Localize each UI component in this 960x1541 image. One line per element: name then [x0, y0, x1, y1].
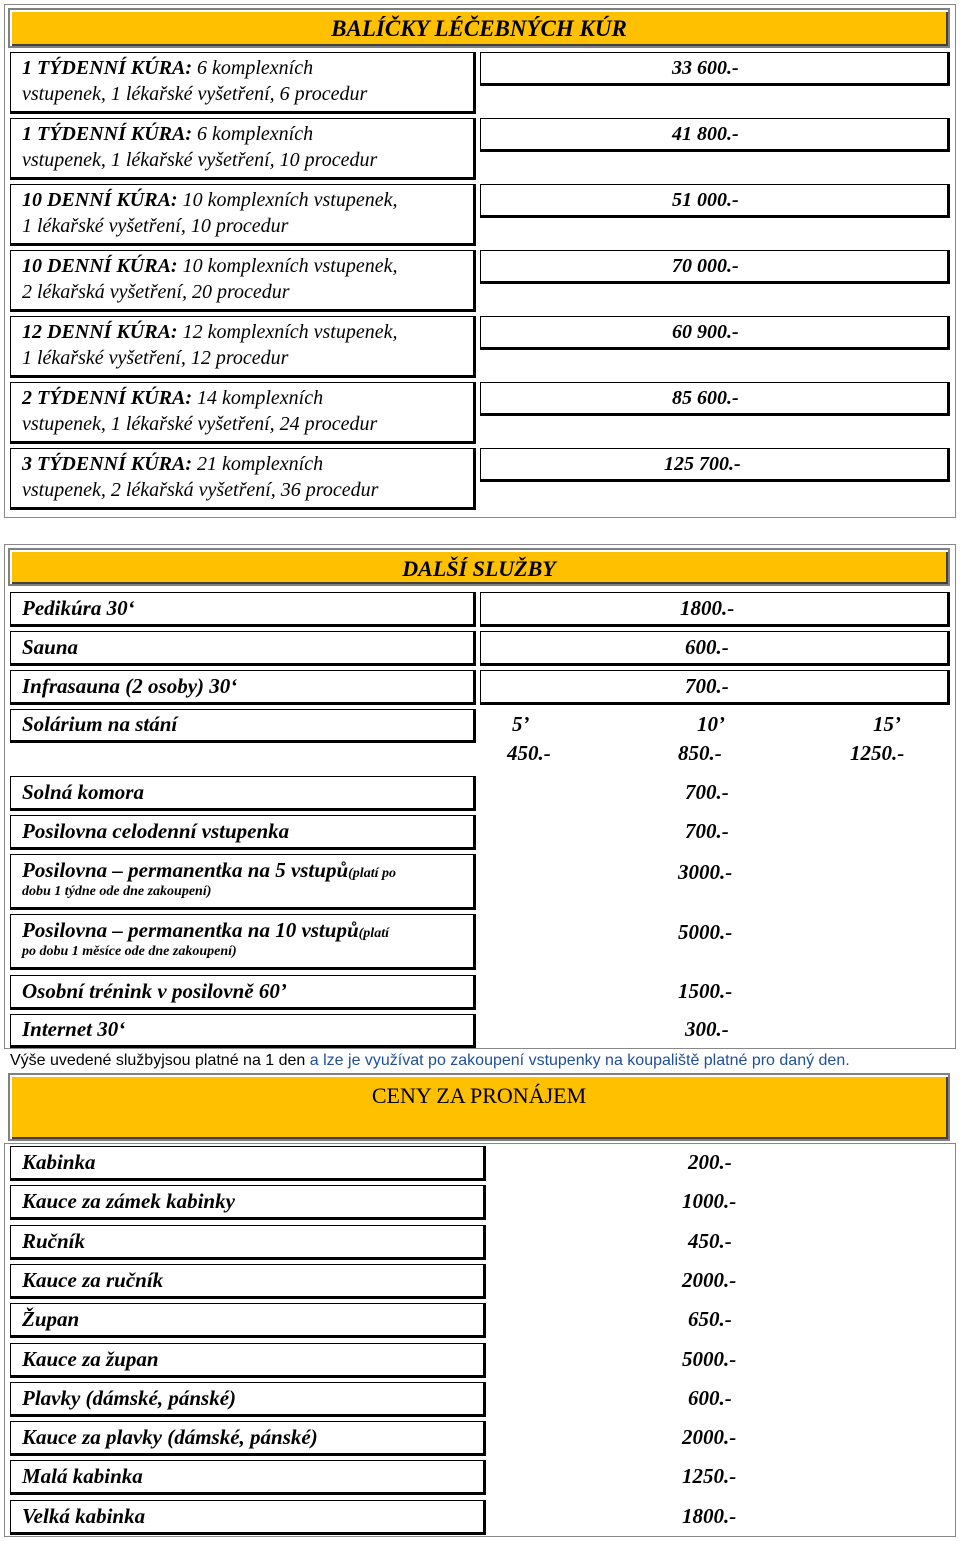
package-label — [22, 385, 377, 437]
solarium-price-15: 1250.- — [850, 741, 905, 765]
services-note-black: Výše uvedené službyjsou platné na 1 den — [10, 1052, 310, 1069]
package-label — [22, 121, 377, 173]
package-head: 12 DENNÍ KÚRA: — [22, 321, 178, 343]
service-price: 700.- — [685, 780, 729, 804]
service-label: Internet 30‘ — [22, 1017, 126, 1041]
package-rest: 10 komplexních vstupenek, — [177, 255, 398, 277]
package-label — [22, 451, 378, 503]
service-price: 3000.- — [678, 860, 733, 884]
package-head: 10 DENNÍ KÚRA: — [22, 189, 178, 211]
rental-price: 2000.- — [682, 1267, 737, 1292]
rental-label: Kabinka — [22, 1150, 96, 1174]
rental-label: Plavky (dámské, pánské) — [22, 1385, 237, 1410]
service-price: 1800.- — [680, 596, 735, 620]
rental-price: 1250.- — [682, 1464, 737, 1489]
package-line2: vstupenek, 2 lékařská vyšetření, 36 procedur — [22, 479, 379, 501]
package-line2: vstupenek, 1 lékařské vyšetření, 10 procedur — [22, 149, 378, 171]
package-line2: vstupenek, 1 lékařské vyšetření, 6 procedur — [22, 83, 368, 105]
package-price: 60 900.- — [672, 321, 739, 343]
service-note: (platí — [358, 926, 389, 941]
solarium-price-10: 850.- — [678, 741, 722, 765]
package-price: 70 000.- — [672, 255, 739, 277]
package-rest: 6 komplexních — [192, 123, 314, 145]
solarium-time-15: 15’ — [873, 712, 901, 736]
package-line2: 2 lékařská vyšetření, 20 procedur — [22, 281, 290, 303]
service-label — [22, 858, 396, 883]
package-head: 10 DENNÍ KÚRA: — [22, 255, 178, 277]
service-label: Solná komora — [22, 780, 144, 804]
solarium-price-5: 450.- — [507, 741, 551, 765]
package-rest: 14 komplexních — [192, 387, 324, 409]
rental-price: 600.- — [688, 1385, 732, 1410]
service-price: 1500.- — [678, 979, 733, 1003]
service-note: dobu 1 týdne ode dne zakoupení) — [22, 884, 212, 899]
packages-header — [8, 8, 950, 48]
services-header — [8, 548, 950, 586]
rental-title: CENY ZA PRONÁJEM — [371, 1083, 587, 1108]
rental-label-cell — [10, 1303, 486, 1338]
rental-label: Kauce za zámek kabinky — [22, 1189, 235, 1214]
package-price: 41 800.- — [672, 123, 739, 145]
solarium-time-10: 10’ — [697, 712, 725, 736]
package-line2: vstupenek, 1 lékařské vyšetření, 24 procedur — [22, 413, 378, 435]
rental-price: 2000.- — [682, 1425, 737, 1450]
service-label: Posilovna celodenní vstupenka — [22, 819, 290, 843]
package-price: 33 600.- — [672, 57, 739, 79]
package-rest: 10 komplexních vstupenek, — [177, 189, 398, 211]
package-price: 51 000.- — [672, 189, 739, 211]
rental-label: Malá kabinka — [22, 1464, 143, 1489]
service-label: Osobní trénink v posilovně 60’ — [22, 979, 287, 1003]
rental-price: 200.- — [688, 1150, 732, 1174]
service-label-text: Posilovna – permanentka na 5 vstupů — [22, 858, 349, 882]
service-label: Solárium na stání — [22, 712, 178, 736]
service-price: 600.- — [685, 635, 729, 659]
service-note: po dobu 1 měsíce ode dne zakoupení) — [22, 944, 237, 959]
rental-price: 1800.- — [682, 1503, 737, 1528]
package-label — [22, 319, 398, 371]
packages-title: BALÍČKY LÉČEBNÝCH KÚR — [331, 16, 627, 41]
rental-label: Župan — [22, 1307, 80, 1332]
service-label: Sauna — [22, 635, 79, 659]
rental-label: Kauce za ručník — [22, 1267, 164, 1292]
package-rest: 6 komplexních — [192, 57, 314, 79]
package-rest: 21 komplexních — [192, 453, 324, 475]
rental-label: Kauce za župan — [22, 1346, 159, 1371]
service-row-sauna — [10, 631, 476, 666]
services-note-blue: a lze je využívat po zakoupení vstupenky na koupaliště platné pro daný den. — [309, 1052, 850, 1069]
package-line2: 1 lékařské vyšetření, 10 procedur — [22, 215, 289, 237]
rental-header — [8, 1073, 950, 1141]
rental-price: 5000.- — [682, 1346, 737, 1371]
services-title: DALŠÍ SLUŽBY — [402, 556, 556, 581]
service-note: (platí po — [348, 866, 396, 881]
package-label — [22, 55, 367, 107]
service-price: 700.- — [685, 819, 729, 843]
package-line2: 1 lékařské vyšetření, 12 procedur — [22, 347, 289, 369]
package-head: 1 TÝDENNÍ KÚRA: — [22, 57, 193, 79]
package-rest: 12 komplexních vstupenek, — [177, 321, 398, 343]
package-price: 85 600.- — [672, 387, 739, 409]
service-label — [22, 918, 389, 943]
package-price: 125 700.- — [664, 453, 741, 475]
rental-label: Ručník — [22, 1228, 86, 1253]
solarium-time-5: 5’ — [512, 712, 530, 736]
package-head: 3 TÝDENNÍ KÚRA: — [22, 453, 193, 475]
package-label — [22, 187, 398, 239]
rental-label: Velká kabinka — [22, 1503, 146, 1528]
rental-label: Kauce za plavky (dámské, pánské) — [22, 1425, 318, 1450]
package-head: 2 TÝDENNÍ KÚRA: — [22, 387, 193, 409]
service-price: 300.- — [685, 1017, 729, 1041]
service-label: Pedikúra 30‘ — [22, 596, 135, 620]
service-label-text: Posilovna – permanentka na 10 vstupů — [22, 918, 359, 942]
package-head: 1 TÝDENNÍ KÚRA: — [22, 123, 193, 145]
package-label — [22, 253, 398, 305]
service-price: 5000.- — [678, 920, 733, 944]
service-label: Infrasauna (2 osoby) 30‘ — [22, 674, 238, 698]
rental-price: 450.- — [688, 1228, 732, 1253]
rental-price: 1000.- — [682, 1189, 737, 1214]
rental-price: 650.- — [688, 1307, 732, 1332]
services-note — [10, 1052, 850, 1070]
service-price: 700.- — [685, 674, 729, 698]
